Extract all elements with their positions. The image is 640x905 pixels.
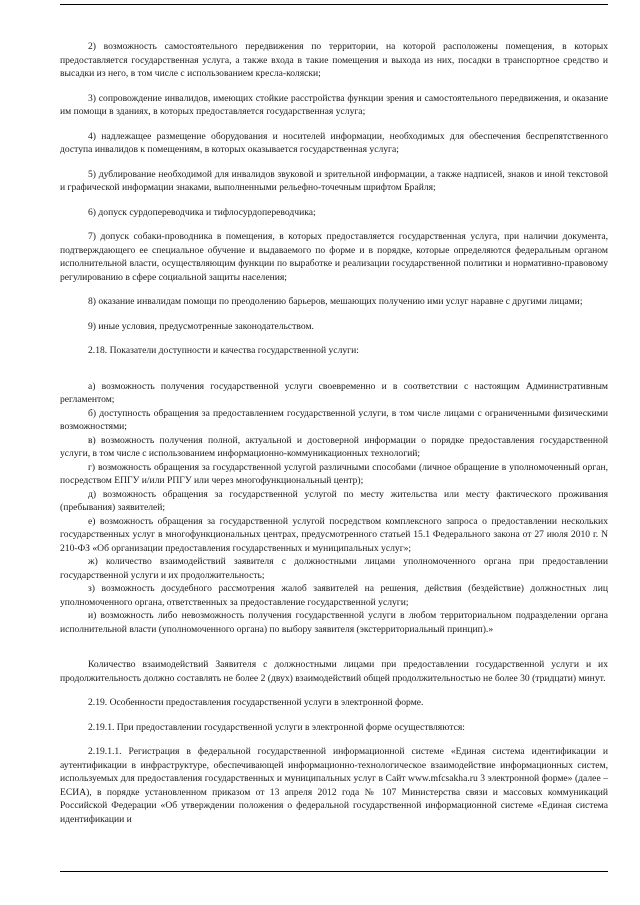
paragraph-item-3: 3) сопровождение инвалидов, имеющих стойкие расстройства функции зрения и самостоятельного передвижения, и оказание им помощи в зданиях, в которых предоставляется государственная услуга; bbox=[60, 92, 608, 117]
indicators-list bbox=[60, 380, 608, 637]
indicator-a: а) возможность получения государственной услуги своевременно и в соответствии с настоящим Административным регламентом; bbox=[60, 380, 608, 405]
paragraph-item-5: 5) дублирование необходимой для инвалидов звуковой и зрительной информации, а также надписей, знаков и иной текстовой и графической информации знаками, выполненными рельефно-точечным шрифтом Брайля; bbox=[60, 168, 608, 193]
paragraph-item-9: 9) иные условия, предусмотренные законодательством. bbox=[88, 320, 314, 332]
document-page bbox=[60, 40, 608, 826]
paragraph-2-19-1-1: 2.19.1.1. Регистрация в федеральной государственной информационной системе «Единая система идентификации и аутентификации в инфраструктуре, обеспечивающей информационно-технологическое взаимодействие информационных систем, используемых для предоставления государственных и муниципальных услуг в Сайт www.mfcsakha.ru 3 электронной форме» (далее – ЕСИА), в порядке установленном приказом от 13 апреля 2012 года № 107 Министерства связи и массовых коммуникаций Российской Федерации «Об утверждении положения о федеральной государственной информационной системе «Единая система идентификации и bbox=[60, 746, 608, 825]
paragraph-item-7: 7) допуск собаки-проводника в помещения, в которых предоставляется государственная услуга, при наличии документа, подтверждающего ее специальное обучение и выдаваемого по форме и в порядке, которые определяются федеральным органом исполнительной власти, осуществляющим функции по выработке и реализации государственной политики и нормативно-правовому регулированию в сфере социальной защиты населения; bbox=[60, 231, 608, 283]
footer-rule bbox=[60, 871, 608, 872]
section-heading-2-19: 2.19. Особенности предоставления государственной услуги в электронной форме. bbox=[88, 697, 424, 708]
paragraph-item-6: 6) допуск сурдопереводчика и тифлосурдопереводчика; bbox=[88, 206, 316, 218]
paragraph-item-4: 4) надлежащее размещение оборудования и носителей информации, необходимых для обеспечения беспрепятственного доступа инвалидов к помещениям, в которых оказывается государственная услуга; bbox=[60, 130, 608, 155]
indicator-d: д) возможность обращения за государственной услугой по месту жительства или месту фактического проживания (пребывания) заявителей; bbox=[60, 488, 608, 513]
indicator-g: г) возможность обращения за государственной услугой различными способами (личное обращение в уполномоченный орган, посредством ЕПГУ и/или РПГУ или через многофункциональный центр); bbox=[60, 461, 608, 486]
header-rule bbox=[60, 4, 608, 5]
indicator-z: з) возможность досудебного рассмотрения жалоб заявителей на решения, действия (бездействие) должностных лиц уполномоченного органа, ответственных за предоставление государственной услуги; bbox=[60, 583, 608, 608]
section-heading-2-19-1: 2.19.1. При предоставлении государственной услуги в электронной форме осуществляются: bbox=[88, 721, 465, 733]
paragraph-item-2: 2) возможность самостоятельного передвижения по территории, на которой расположены помещения, в которых предоставляется государственная услуга, а также входа в такие помещения и выхода из них, посадки в транспортное средство и высадки из него, в том числе с использованием кресла-коляски; bbox=[60, 41, 608, 79]
interaction-limit-paragraph: Количество взаимодействий Заявителя с должностными лицами при предоставлении государственной услуги и их продолжительность должно составлять не более 2 (двух) взаимодействий общей продолжительностью не более 30 (тридцати) минут. bbox=[60, 659, 608, 684]
indicator-b: б) доступность обращения за предоставлением государственной услуги, в том числе лицами с ограниченными физическими возможностями; bbox=[60, 407, 608, 432]
indicator-e: е) возможность обращения за государственной услугой посредством комплексного запроса о предоставлении нескольких государственных услуг в многофункциональных центрах, предусмотренного статьей 15.1 Федерального закона от 27 июля 2010 г. N 210-ФЗ «Об организации предоставления государственных и муниципальных услуг»; bbox=[60, 515, 608, 554]
indicator-i: и) возможность либо невозможность получения государственной услуги в любом территориальном подразделении органа исполнительной власти (уполномоченного органа) по выбору заявителя (экстерриториальный принцип).» bbox=[60, 610, 608, 635]
paragraph-item-8: 8) оказание инвалидам помощи по преодолению барьеров, мешающих получению ими услуг наравне с другими лицами; bbox=[88, 296, 583, 307]
indicator-zh: ж) количество взаимодействий заявителя с должностными лицами уполномоченного органа при предоставлении государственной услуги и их продолжительность; bbox=[60, 556, 608, 581]
section-heading-2-18: 2.18. Показатели доступности и качества государственной услуги: bbox=[88, 345, 359, 356]
indicator-v: в) возможность получения полной, актуальной и достоверной информации о порядке предоставления государственной услуги, в том числе с использованием информационно-коммуникационных технологий; bbox=[60, 434, 608, 459]
